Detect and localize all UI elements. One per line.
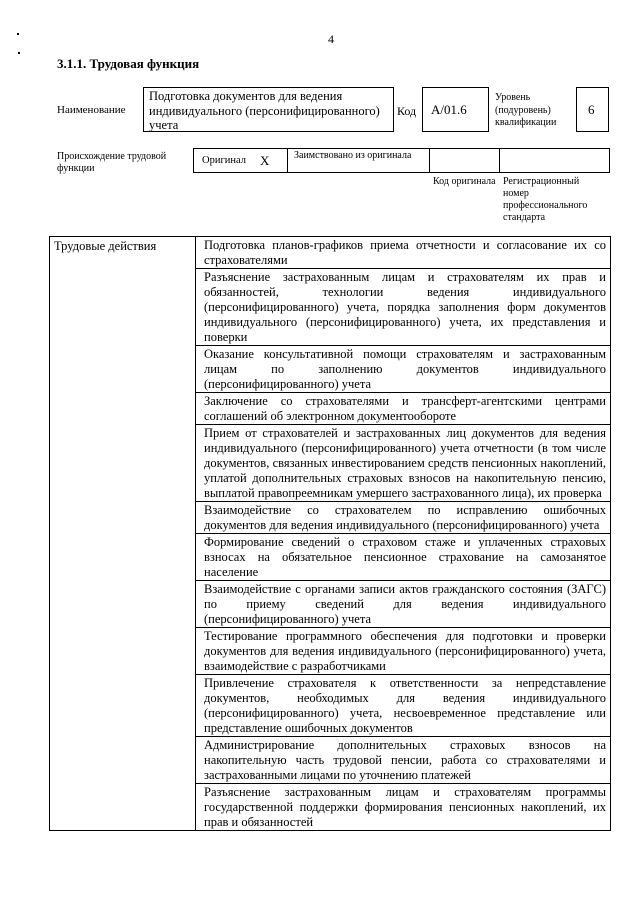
function-name-box: Подготовка документов для ведения индивидуального (персонифицированного) учета	[143, 87, 394, 132]
labor-action-item: Заключение со страхователями и трансферт-агентскими центрами соглашений об электронном документообороте	[196, 393, 611, 425]
reg-number-label: Регистрационный номер профессионального стандарта	[503, 176, 588, 223]
labor-action-item: Прием от страхователей и застрахованных лиц документов для ведения индивидуального (персонифицированного) учета отчетности (в том числе документов, связанных инвестированием средств пенсионных накоплений, уплатой дополнительных страховых взносов на накопительную пенсию, выплатой правопреемникам умершего застрахованного лица), их проверка	[196, 425, 611, 502]
reg-number-cell	[499, 148, 610, 173]
section-title: 3.1.1. Трудовая функция	[57, 56, 200, 71]
original-mark: X	[260, 153, 270, 168]
labor-action-item: Подготовка планов-графиков приема отчетности и согласование их со страхователями	[196, 237, 611, 269]
labor-action-item: Тестирование программного обеспечения для подготовки и проверки документов для ведения индивидуального (персонифицированного) учета, взаимодействие с разработчиками	[196, 628, 611, 675]
labor-action-item: Взаимодействие с органами записи актов гражданского состояния (ЗАГС) по приему сведений для ведения индивидуального (персонифицированного) учета	[196, 581, 611, 628]
labor-action-item: Администрирование дополнительных страховых взносов на накопительную часть трудовой пенсии, работа со страхователями и застрахованными лицами по уточнению платежей	[196, 737, 611, 784]
labor-action-item: Взаимодействие со страхователем по исправлению ошибочных документов для ведения индивидуального (персонифицированного) учета	[196, 502, 611, 534]
original-cell	[193, 148, 288, 173]
code-origin-cell	[429, 148, 500, 173]
naimenovanie-label: Наименование	[57, 104, 126, 116]
original-label: Оригинал	[202, 155, 246, 166]
code-origin-label: Код оригинала	[433, 176, 496, 187]
labor-action-item: Формирование сведений о страховом стаже и уплаченных страховых взносах на обязательное пенсионное страхование на самозанятое население	[196, 534, 611, 581]
borrowed-cell: Заимствовано из оригинала	[287, 148, 430, 173]
level-label: Уровень (подуровень) квалификации	[495, 92, 557, 128]
code-value-box: А/01.6	[422, 87, 489, 132]
code-label: Код	[397, 104, 417, 118]
level-value-box: 6	[576, 87, 609, 132]
table-row	[50, 237, 611, 269]
scan-dot	[18, 52, 20, 54]
labor-action-item: Оказание консультативной помощи страхователям и застрахованным лицам по заполнению документов индивидуального (персонифицированного) учета	[196, 346, 611, 393]
scan-dot	[17, 33, 19, 35]
labor-action-item: Разъяснение застрахованным лицам и страхователям их прав и обязанностей, технологии ведения индивидуального (персонифицированного) учета, порядка заполнения форм документов индивидуального (персонифицированного) учета, их представления и поверки	[196, 269, 611, 346]
page-number: 4	[328, 32, 334, 46]
labor-action-item: Привлечение страхователя к ответственности за непредставление документов, необходимых для ведения индивидуального (персонифицированного) учета, несвоевременное представление или представление ошибочных документов	[196, 675, 611, 737]
labor-actions-label: Трудовые действия	[50, 237, 196, 831]
origin-label: Происхождение трудовой функции	[57, 151, 167, 174]
labor-actions-table	[49, 236, 611, 831]
labor-action-item: Разъяснение застрахованным лицам и страхователям программы государственной поддержки формирования пенсионных накоплений, их прав и обязанностей	[196, 784, 611, 831]
